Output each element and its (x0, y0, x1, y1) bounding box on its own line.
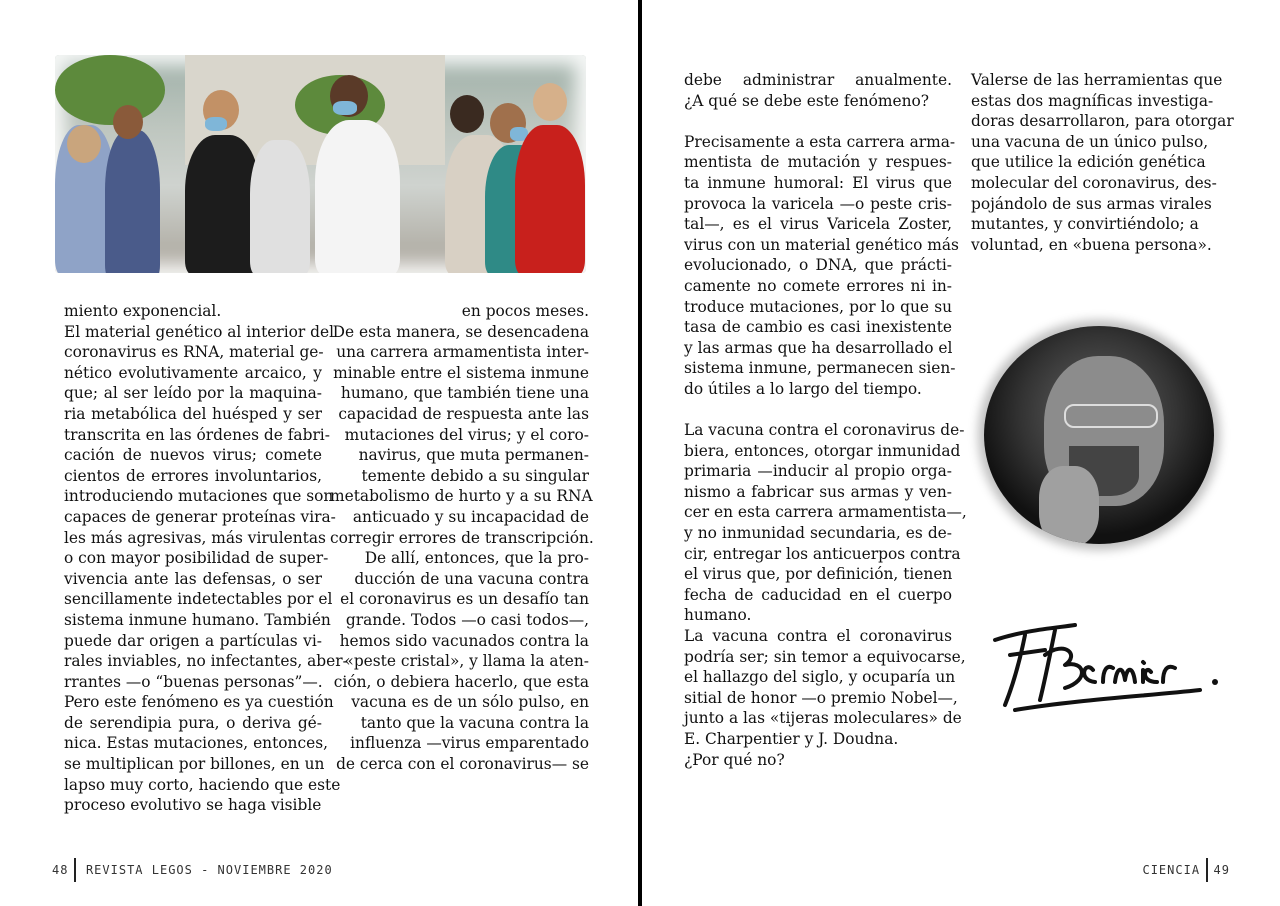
text-line: que utilice la edición genética (971, 153, 1206, 172)
magazine-title: REVISTA LEGOS - NOVIEMBRE 2020 (85, 863, 333, 877)
text-line: mutantes, y convirtiéndolo; a (971, 215, 1199, 234)
text-line: molecular del coronavirus, des- (971, 173, 1217, 192)
text-line: transcrita en las órdenes de fabri- (64, 425, 330, 444)
text-line: navirus, que muta permanen- (358, 446, 589, 465)
text-line: una vacuna de un único pulso, (971, 132, 1209, 151)
text-line: De allí, entonces, que la pro- (364, 549, 589, 568)
text-line: ta inmune humoral: El virus que (684, 173, 952, 192)
text-line: fecha de caducidad en el cuerpo (684, 585, 952, 604)
text-line: una carrera armamentista inter- (336, 343, 589, 362)
column-3-intro (684, 70, 952, 111)
crowd-photo (55, 55, 586, 273)
portrait-glasses (1064, 404, 1158, 428)
text-line: sistema inmune, permanecen sien- (684, 359, 956, 378)
text-line: cir, entregar los anticuerpos contra (684, 544, 961, 563)
text-line: La vacuna contra el coronavirus de- (684, 421, 965, 440)
column-3-paragraph-2 (684, 132, 959, 400)
portrait-hand (1039, 466, 1099, 544)
text-line: cación de nuevos virus; comete (64, 446, 322, 465)
text-line: debe administrar anualmente. (684, 71, 952, 89)
text-line: mutaciones del virus; y el coro- (344, 425, 589, 444)
text-line: cientos de errores involuntarios, (64, 466, 322, 485)
text-line: biera, entonces, otorgar inmunidad (684, 441, 961, 460)
text-line: miento exponencial. (64, 302, 222, 320)
text-line: se multiplican por billones, en un (64, 755, 325, 774)
text-line: sistema inmune humano. También (64, 610, 331, 629)
footer-left (52, 858, 333, 882)
text-line: influenza —virus emparentado (350, 734, 589, 753)
text-line: El material genético al interior del (64, 322, 335, 341)
text-line: pojándolo de sus armas virales (971, 194, 1212, 213)
text-line: nético evolutivamente arcaico, y (64, 363, 322, 382)
author-portrait (984, 326, 1214, 544)
text-line: que; al ser leído por la maquina- (64, 384, 322, 403)
column-1-text (64, 301, 348, 816)
text-line: De esta manera, se desencadena (332, 322, 589, 341)
text-line: o con mayor posibilidad de super- (64, 549, 329, 568)
text-line: temente debido a su singular (361, 466, 589, 485)
text-line: mentista de mutación y respues- (684, 153, 952, 172)
text-line: «peste cristal», y llama la aten- (344, 652, 589, 671)
column-3-paragraph-3 (684, 420, 967, 770)
text-line: minable entre el sistema inmune (333, 363, 589, 382)
page-number-left: 48 (52, 863, 69, 877)
text-line: el coronavirus es un desafío tan (340, 590, 589, 609)
text-line: vivencia ante las defensas, o ser (64, 569, 322, 588)
text-line: de serendipia pura, o deriva gé- (64, 713, 322, 732)
text-line: primaria —inducir al propio orga- (684, 462, 952, 481)
footer-right (1142, 858, 1230, 882)
text-line: introduciendo mutaciones que son (64, 487, 334, 506)
text-column-2 (330, 301, 594, 775)
text-line: ¿A qué se debe este fenómeno? (684, 91, 930, 110)
text-line: tal—, es el virus Varicela Zoster, (684, 215, 952, 234)
text-line: voluntad, en «buena persona». (971, 235, 1212, 254)
text-line: vacuna es de un sólo pulso, en (351, 693, 589, 712)
text-line: ria metabólica del huésped y ser (64, 404, 322, 423)
text-line: grande. Todos —o casi todos—, (345, 610, 589, 629)
text-line: sencillamente indetectables por el (64, 590, 333, 609)
text-line: E. Charpentier y J. Doudna. (684, 730, 899, 748)
text-line: capaces de generar proteínas vira- (64, 507, 336, 526)
text-line: camente no comete errores ni in- (684, 276, 952, 295)
text-line: metabolismo de hurto y a su RNA (330, 487, 593, 506)
text-line: coronavirus es RNA, material ge- (64, 343, 324, 362)
text-line: anticuado y su incapacidad de (352, 507, 589, 526)
text-line: tasa de cambio es casi inexistente (684, 318, 952, 337)
text-line: y las armas que ha desarrollado el (684, 338, 953, 357)
text-column-1 (64, 301, 348, 816)
text-line: el virus que, por definición, tienen (684, 565, 953, 584)
text-line: proceso evolutivo se haga visible (64, 796, 322, 815)
text-line: ción, o debiera hacerlo, que esta (333, 672, 589, 691)
text-line: junto a las «tijeras moleculares» de (684, 709, 962, 728)
text-line: podría ser; sin temor a equivocarse, (684, 647, 966, 666)
text-line: en pocos meses. (461, 302, 589, 320)
text-column-4 (971, 70, 1234, 255)
text-line: virus con un material genético más (684, 235, 959, 254)
footer-divider (74, 858, 76, 882)
text-line: humano, que también tiene una (340, 384, 589, 403)
text-line: de cerca con el coronavirus— se (336, 755, 589, 774)
column-4-text (971, 70, 1234, 255)
text-line: les más agresivas, más virulentas (64, 528, 326, 547)
text-line: Pero este fenómeno es ya cuestión (64, 693, 334, 712)
text-line: doras desarrollaron, para otorgar (971, 112, 1234, 131)
text-line: capacidad de respuesta ante las (338, 404, 589, 423)
text-line: corregir errores de transcripción. (330, 528, 594, 547)
text-line: y no inmunidad secundaria, es de- (684, 524, 952, 543)
text-line: estas dos magníficas investiga- (971, 91, 1214, 110)
text-line: ¿Por qué no? (684, 750, 785, 769)
text-line: Valerse de las herramientas que (971, 71, 1223, 89)
text-line: lapso muy corto, haciendo que este (64, 775, 341, 794)
text-line: rrantes —o “buenas personas”—. (64, 672, 323, 691)
footer-divider (1206, 858, 1208, 882)
text-line: provoca la varicela —o peste cris- (684, 194, 952, 213)
text-column-3 (684, 70, 967, 770)
text-line: evolucionado, o DNA, que prácti- (684, 256, 952, 275)
text-line: cer en esta carrera armamentista—, (684, 503, 967, 522)
section-name: CIENCIA (1142, 863, 1201, 877)
author-signature (985, 600, 1225, 720)
page-number-right: 49 (1213, 863, 1230, 877)
text-line: sitial de honor —o premio Nobel—, (684, 688, 958, 707)
column-2-text (330, 301, 594, 775)
text-line: La vacuna contra el coronavirus (684, 627, 952, 646)
text-line: humano. (684, 606, 752, 625)
text-line: el hallazgo del siglo, y ocuparía un (684, 668, 956, 687)
text-line: troduce mutaciones, por lo que su (684, 297, 952, 316)
text-line: hemos sido vacunados contra la (339, 631, 589, 650)
text-line: do útiles a lo largo del tiempo. (684, 379, 922, 398)
left-page (0, 0, 638, 906)
text-line: tanto que la vacuna contra la (360, 713, 589, 732)
text-line: ducción de una vacuna contra (354, 569, 589, 588)
text-line: rales inviables, no infectantes, aber- (64, 652, 348, 671)
text-line: Precisamente a esta carrera arma- (684, 132, 956, 151)
text-line: nica. Estas mutaciones, entonces, (64, 734, 328, 753)
text-line: puede dar origen a partículas vi- (64, 631, 322, 650)
text-line: nismo a fabricar sus armas y ven- (684, 482, 952, 501)
